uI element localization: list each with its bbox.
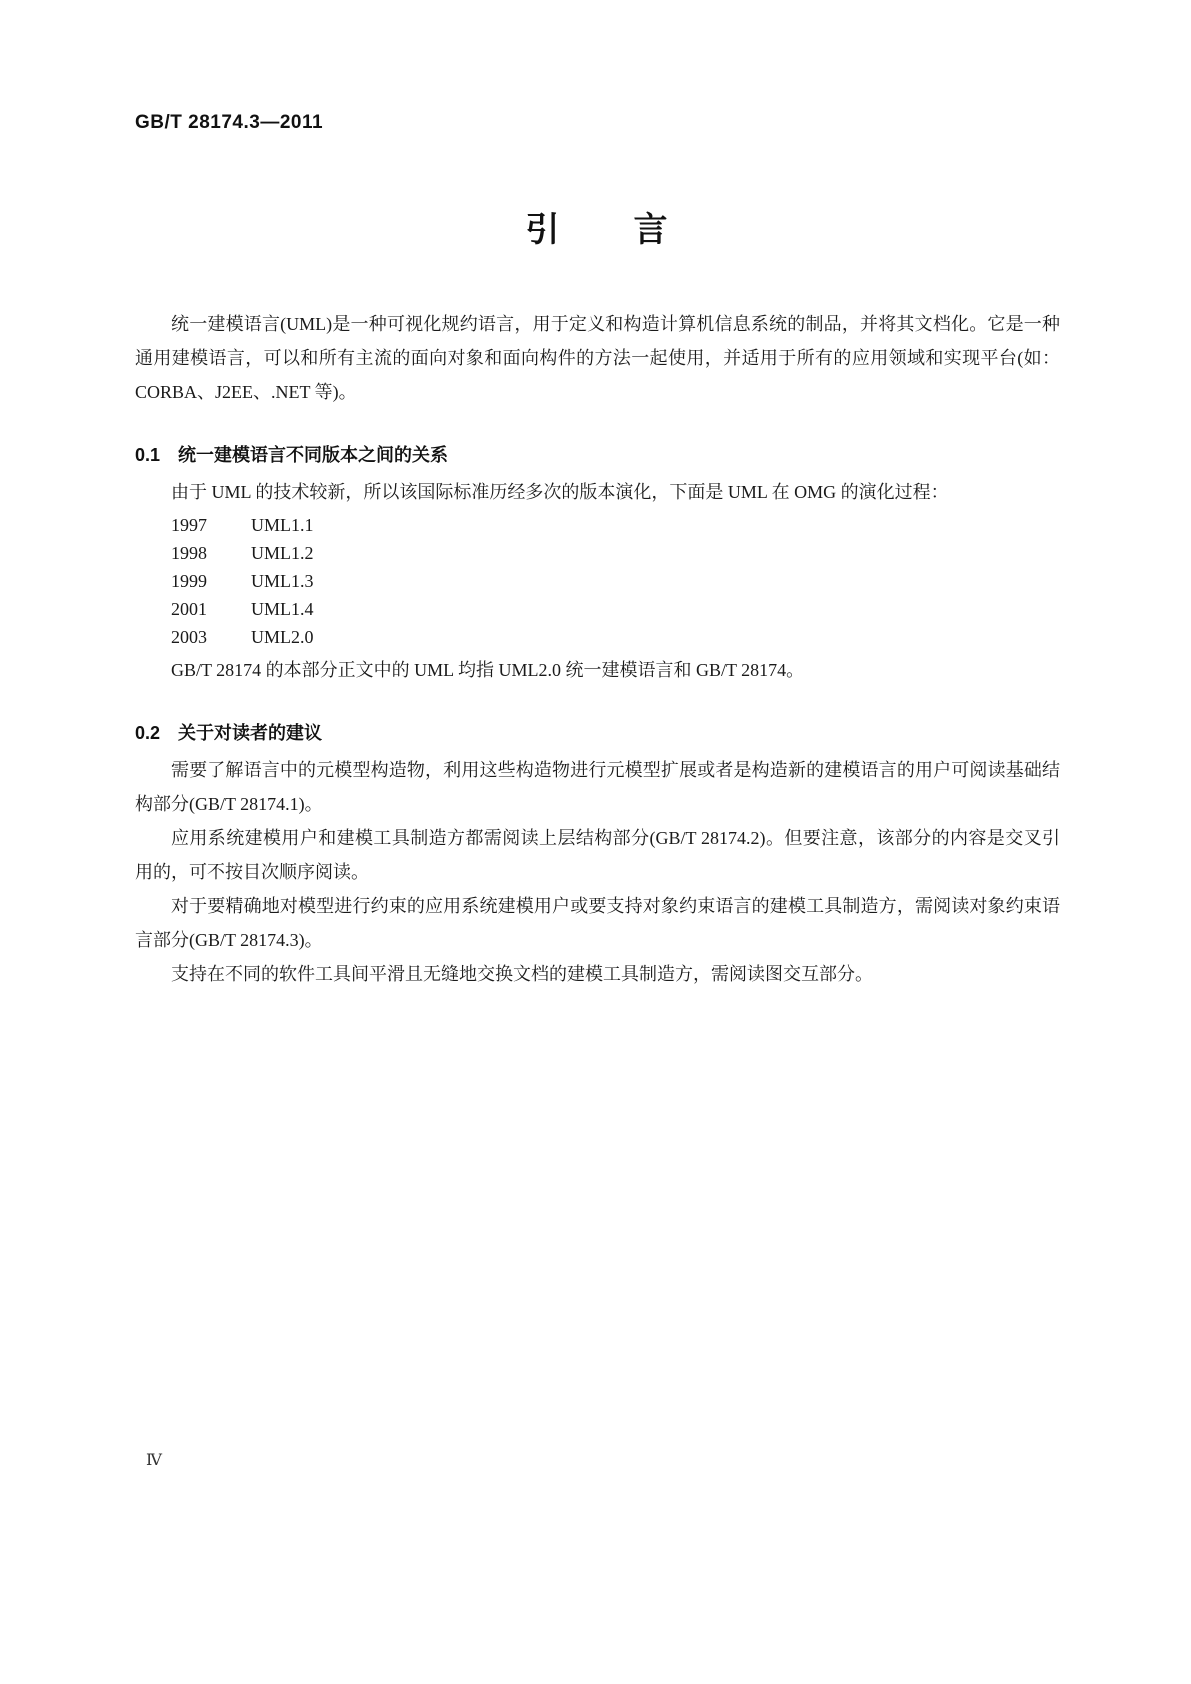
- list-item: [135, 539, 1060, 567]
- page-title: 引 言: [525, 211, 670, 249]
- list-item: [135, 623, 1060, 651]
- section-title: 统一建模语言不同版本之间的关系: [178, 445, 449, 465]
- version-year: 1997: [171, 515, 207, 535]
- version-name: UML2.0: [251, 627, 314, 647]
- list-item: [135, 567, 1060, 595]
- page-number-footer: Ⅳ: [146, 1452, 162, 1469]
- section-heading-0-1: [135, 441, 1060, 467]
- version-name: UML1.2: [251, 543, 314, 563]
- section-heading-0-2: [135, 719, 1060, 745]
- version-year: 2003: [171, 627, 207, 647]
- list-item: [135, 595, 1060, 623]
- section-number: 0.1: [135, 445, 161, 465]
- version-year: 2001: [171, 599, 207, 619]
- list-item: [135, 511, 1060, 539]
- version-name: UML1.4: [251, 599, 314, 619]
- version-year: 1999: [171, 571, 207, 591]
- version-name: UML1.1: [251, 515, 314, 535]
- section2-paragraph-1: 需要了解语言中的元模型构造物，利用这些构造物进行元模型扩展或者是构造新的建模语言的用户可阅读基础结构部分(GB/T 28174.1)。: [135, 760, 1060, 814]
- version-name: UML1.3: [251, 571, 314, 591]
- version-year: 1998: [171, 543, 207, 563]
- uml-version-list: [135, 511, 1060, 651]
- intro-paragraph: 统一建模语言(UML)是一种可视化规约语言，用于定义和构造计算机信息系统的制品，并将其文档化。它是一种通用建模语言，可以和所有主流的面向对象和面向构件的方法一起使用，并适用于所有的应用领域和实现平台(如：CORBA、J2EE、.NET 等)。: [135, 314, 1060, 402]
- section1-paragraph-2: GB/T 28174 的本部分正文中的 UML 均指 UML2.0 统一建模语言和 GB/T 28174。: [171, 660, 805, 680]
- section-title: 关于对读者的建议: [178, 723, 323, 743]
- section-number: 0.2: [135, 723, 161, 743]
- standard-number-header: GB/T 28174.3—2011: [135, 112, 324, 133]
- section2-paragraph-4: 支持在不同的软件工具间平滑且无缝地交换文档的建模工具制造方，需阅读图交互部分。: [171, 964, 873, 984]
- section2-paragraph-2: 应用系统建模用户和建模工具制造方都需阅读上层结构部分(GB/T 28174.2)。但要注意，该部分的内容是交叉引用的，可不按目次顺序阅读。: [135, 828, 1060, 882]
- section2-paragraph-3: 对于要精确地对模型进行约束的应用系统建模用户或要支持对象约束语言的建模工具制造方，需阅读对象约束语言部分(GB/T 28174.3)。: [135, 896, 1060, 950]
- section1-paragraph-1: 由于 UML 的技术较新，所以该国际标准历经多次的版本演化，下面是 UML 在 OMG 的演化过程：: [171, 482, 949, 502]
